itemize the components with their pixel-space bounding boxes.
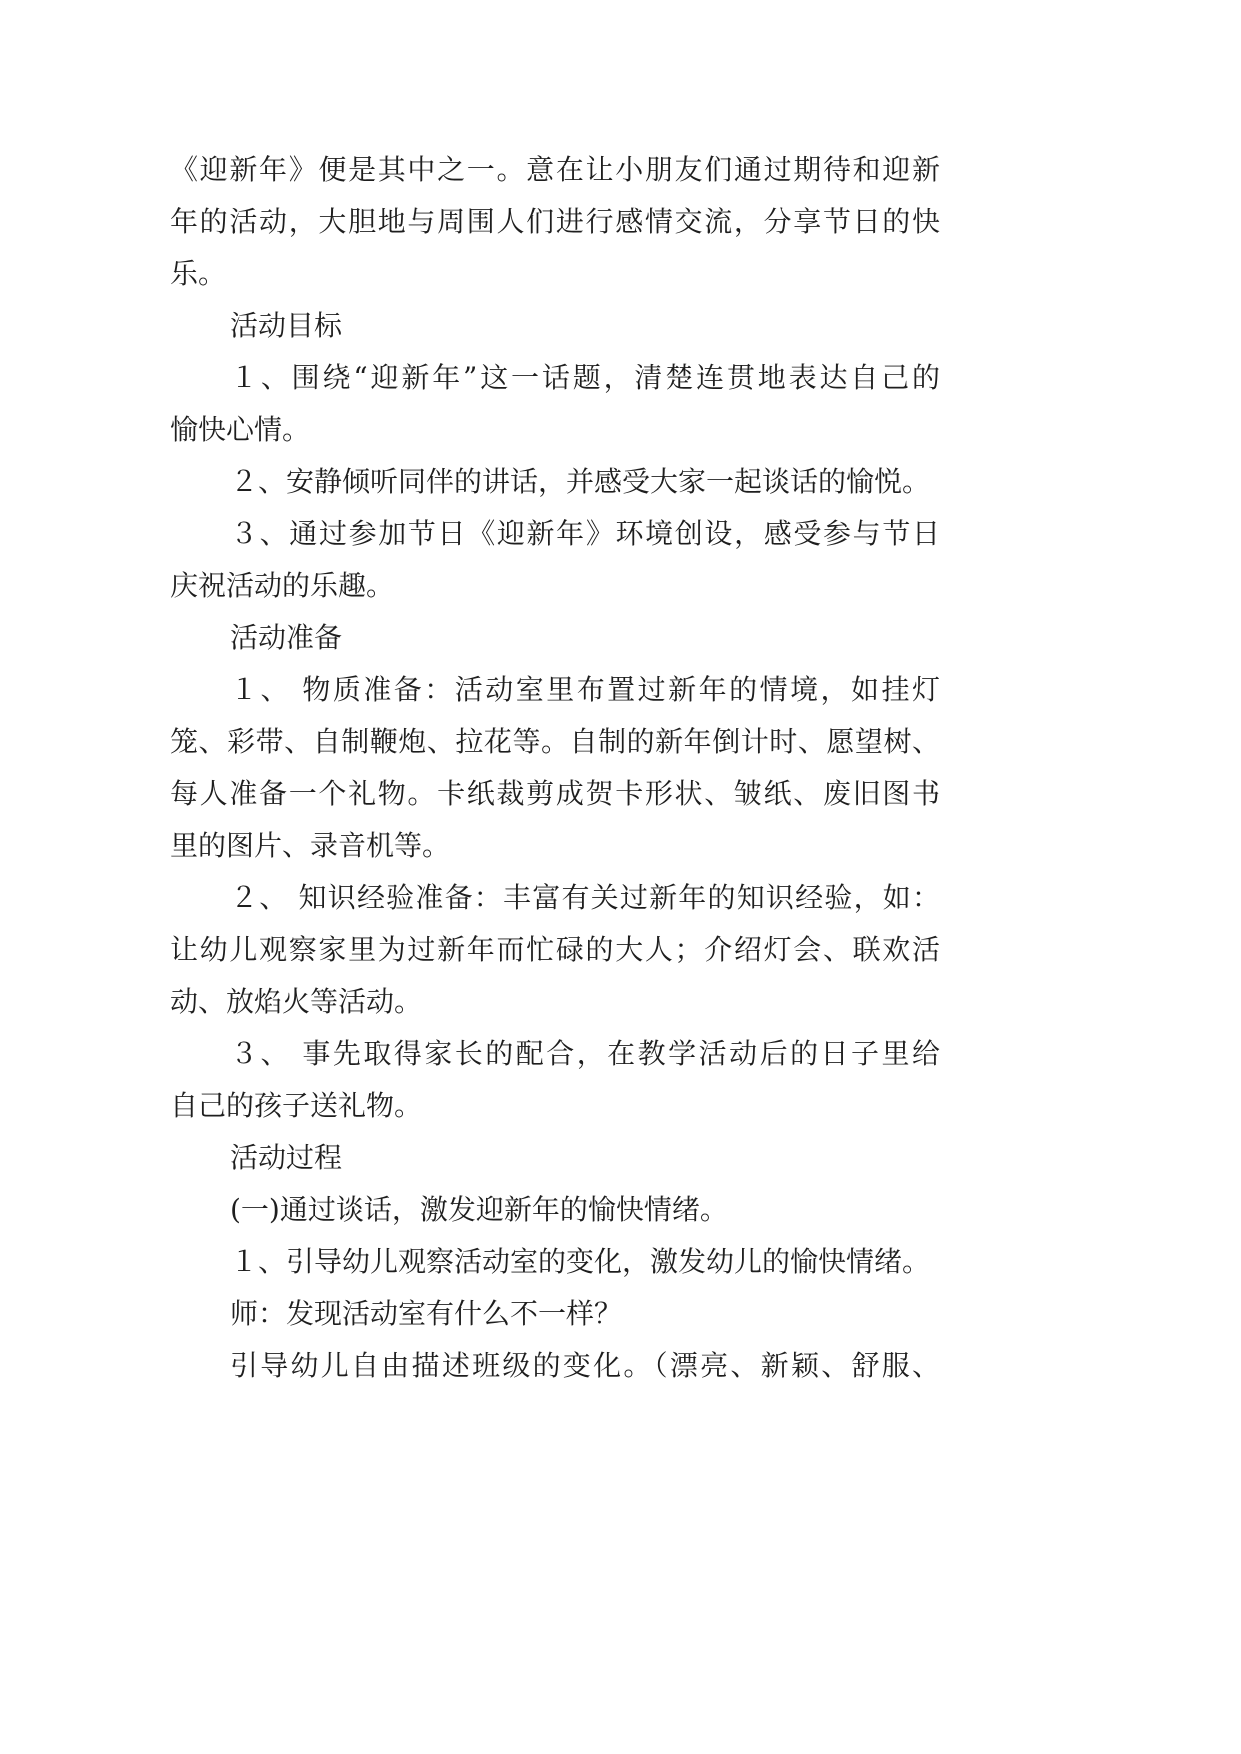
text-line: 引导幼儿自由描述班级的变化。（漂亮、新颖、舒服、 xyxy=(230,1349,940,1382)
paragraph xyxy=(170,508,940,612)
text-line: １、围绕“迎新年”这一话题，清楚连贯地表达自己的 xyxy=(230,361,940,394)
paragraph xyxy=(170,1340,940,1392)
text-line: 师：发现活动室有什么不一样？ xyxy=(230,1297,623,1330)
text-line: 庆祝活动的乐趣。 xyxy=(170,569,395,602)
text-line: 让幼儿观察家里为过新年而忙碌的大人；介绍灯会、联欢活 xyxy=(170,933,940,966)
paragraph xyxy=(170,352,940,456)
section-heading xyxy=(170,612,940,664)
text-line: 动、放焰火等活动。 xyxy=(170,985,423,1018)
text-line: 《迎新年》便是其中之一。意在让小朋友们通过期待和迎新 xyxy=(170,153,940,186)
text-line: 活动准备 xyxy=(230,621,343,654)
paragraph xyxy=(170,456,940,508)
text-line: ３、 事先取得家长的配合，在教学活动后的日子里给 xyxy=(230,1037,940,1070)
text-line: 乐。 xyxy=(170,257,227,290)
paragraph xyxy=(170,872,940,1028)
text-line: 笼、彩带、自制鞭炮、拉花等。自制的新年倒计时、愿望树、 xyxy=(170,725,940,758)
text-line: (一)通过谈话，激发迎新年的愉快情绪。 xyxy=(230,1193,728,1226)
text-line: １、 物质准备：活动室里布置过新年的情境，如挂灯 xyxy=(230,673,940,706)
section-heading xyxy=(170,1132,940,1184)
text-line: 自己的孩子送礼物。 xyxy=(170,1089,423,1122)
paragraph xyxy=(170,1288,940,1340)
paragraph xyxy=(170,144,940,300)
text-line: 年的活动，大胆地与周围人们进行感情交流，分享节日的快 xyxy=(170,205,940,238)
paragraph xyxy=(170,1028,940,1132)
document-text xyxy=(170,144,940,1392)
text-line: 活动过程 xyxy=(230,1141,343,1174)
text-line: 里的图片、录音机等。 xyxy=(170,829,451,862)
text-line: ３、通过参加节日《迎新年》环境创设，感受参与节日 xyxy=(230,517,940,550)
text-line: 每人准备一个礼物。卡纸裁剪成贺卡形状、皱纸、废旧图书 xyxy=(170,777,940,810)
paragraph xyxy=(170,664,940,872)
text-line: 活动目标 xyxy=(230,309,343,342)
text-line: １、引导幼儿观察活动室的变化，激发幼儿的愉快情绪。 xyxy=(230,1245,931,1278)
text-line: ２、安静倾听同伴的讲话，并感受大家一起谈话的愉悦。 xyxy=(230,465,931,498)
paragraph xyxy=(170,1184,940,1236)
paragraph xyxy=(170,1236,940,1288)
text-line: 愉快心情。 xyxy=(170,413,311,446)
text-line: ２、 知识经验准备：丰富有关过新年的知识经验，如： xyxy=(230,881,940,914)
section-heading xyxy=(170,300,940,352)
